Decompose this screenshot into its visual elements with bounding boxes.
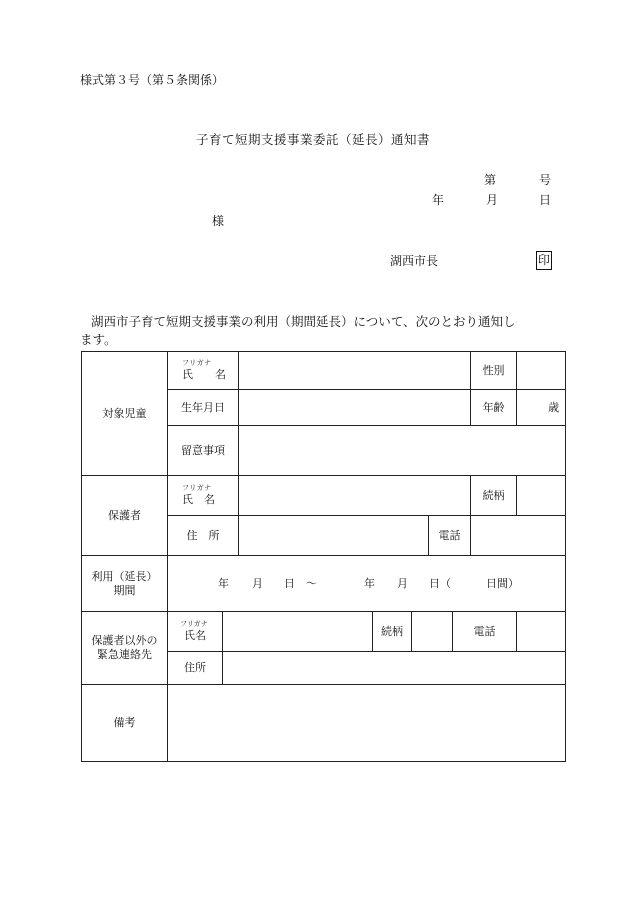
guardian-phone-field[interactable]: [471, 516, 566, 556]
period-month1: 月: [252, 576, 263, 590]
cell-emergency-name-label: [168, 612, 223, 652]
seal-mark: 印: [536, 251, 552, 270]
date-day: 日: [539, 193, 552, 207]
birthdate-label: 生年月日: [168, 390, 239, 426]
body-text-line2: ます。: [80, 332, 117, 347]
guardian-phone-label: 電話: [429, 516, 471, 556]
remarks-label: 備考: [82, 685, 168, 762]
emergency-address-label: 住所: [168, 652, 223, 685]
furigana-label: フリガナ: [182, 359, 212, 368]
emergency-label-line1: 保護者以外の: [91, 634, 158, 648]
emergency-relationship-field[interactable]: [412, 612, 453, 652]
name-label: 氏 名: [182, 368, 226, 381]
guardian-address-label: 住 所: [168, 516, 239, 556]
cell-guardian-name-label: [168, 476, 239, 516]
caution-field[interactable]: [239, 426, 566, 476]
caution-label: 留意事項: [168, 426, 239, 476]
doc-number-dai: 第: [484, 173, 497, 187]
period-label: [82, 556, 168, 612]
date-year: 年: [432, 193, 445, 207]
emergency-name-field[interactable]: [223, 612, 373, 652]
guardian-relationship-label: 続柄: [471, 476, 517, 516]
remarks-field[interactable]: [168, 685, 566, 762]
period-days: 日間）: [486, 576, 519, 590]
emergency-label-line2: 緊急連絡先: [97, 648, 152, 661]
emergency-address-field[interactable]: [223, 652, 566, 685]
guardian-relationship-field[interactable]: [517, 476, 566, 516]
cell-child-name-label: [168, 352, 239, 390]
period-values: [168, 556, 565, 611]
period-year2: 年: [364, 576, 375, 590]
period-month2: 月: [397, 576, 408, 590]
body-text-line1: 湖西市子育て短期支援事業の利用（期間延長）について、次のとおり通知し: [91, 314, 516, 329]
period-day2: 日（: [429, 576, 451, 590]
age-field[interactable]: [517, 390, 566, 426]
age-label: 年齢: [471, 390, 517, 426]
date-month: 月: [486, 193, 499, 207]
seal-box: [536, 251, 552, 270]
period-day1: 日 ～: [284, 576, 317, 590]
gender-field[interactable]: [517, 352, 566, 390]
guardian-furigana-label: フリガナ: [182, 484, 212, 493]
guardian-name-label: 氏 名: [182, 493, 215, 506]
doc-number-go: 号: [539, 173, 552, 187]
period-field[interactable]: [168, 556, 566, 612]
gender-label: 性別: [471, 352, 517, 390]
period-year1: 年: [218, 576, 229, 590]
birthdate-field[interactable]: [239, 390, 471, 426]
issuer-name: 湖西市長: [390, 254, 439, 268]
addressee-sama: 様: [212, 214, 225, 228]
notice-form-table: [81, 351, 566, 762]
guardian-name-field[interactable]: [239, 476, 471, 516]
section-guardian: 保護者: [82, 476, 168, 556]
period-label-line2: 期間: [113, 583, 136, 597]
emergency-name-label: 氏名: [184, 629, 206, 642]
child-name-field[interactable]: [239, 352, 471, 390]
age-unit: 歳: [548, 400, 560, 414]
section-emergency-contact: [82, 612, 168, 685]
emergency-relationship-label: 続柄: [373, 612, 412, 652]
section-target-child: 対象児童: [82, 352, 168, 476]
emergency-phone-label: 電話: [453, 612, 517, 652]
form-number: 様式第３号（第５条関係）: [80, 73, 225, 87]
emergency-phone-field[interactable]: [517, 612, 566, 652]
period-label-line1: 利用（延長）: [91, 569, 158, 583]
guardian-address-field[interactable]: [239, 516, 429, 556]
emergency-furigana-label: フリガナ: [180, 620, 208, 629]
document-title: 子育て短期支援事業委託（延長）通知書: [196, 132, 431, 147]
